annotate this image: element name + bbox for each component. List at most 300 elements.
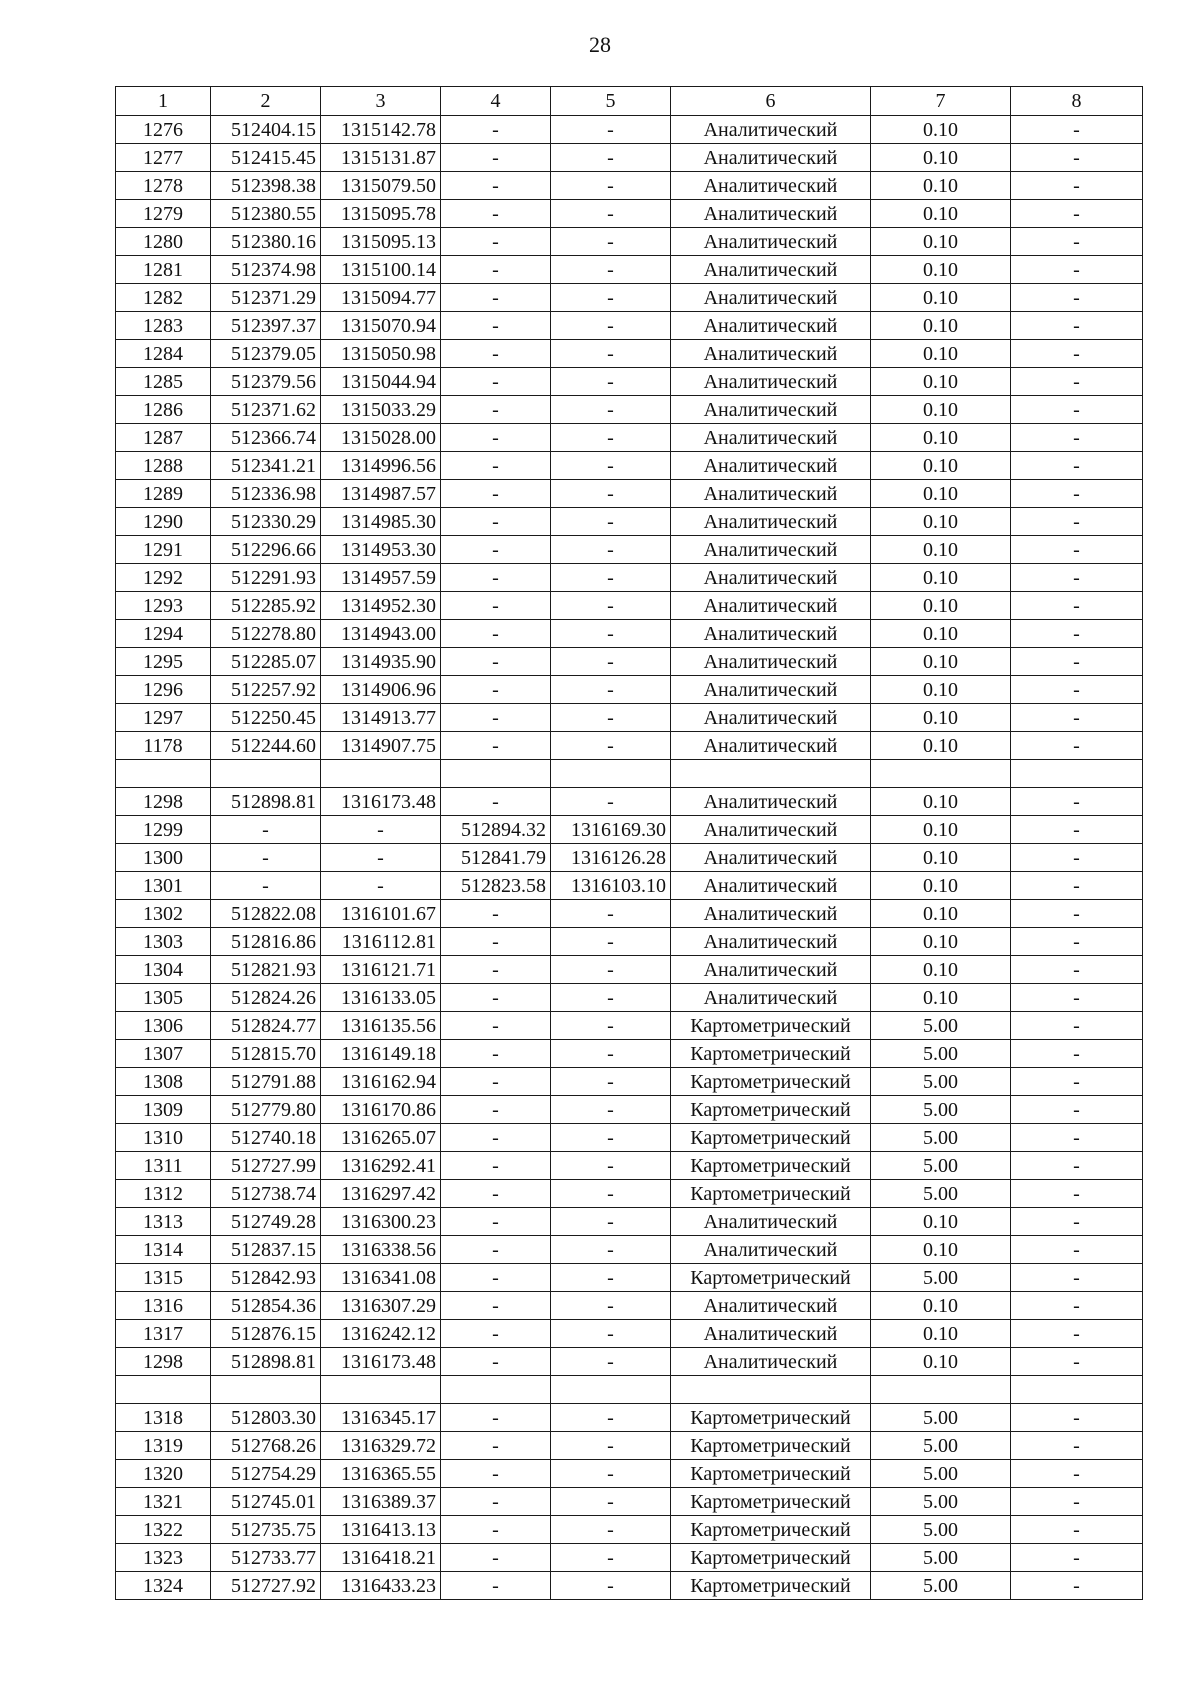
table-row	[116, 256, 1143, 284]
note-cell: -	[1011, 340, 1143, 368]
point-number-cell: 1315	[116, 1264, 211, 1292]
table-row	[116, 1180, 1143, 1208]
x-coordinate-cell: -	[211, 816, 321, 844]
note-cell: -	[1011, 592, 1143, 620]
x-coordinate-cell: 512727.92	[211, 1572, 321, 1600]
y-coordinate-cell: 1314943.00	[321, 620, 441, 648]
table-row	[116, 956, 1143, 984]
note-cell: -	[1011, 1124, 1143, 1152]
note-cell: -	[1011, 564, 1143, 592]
point-number-cell: 1294	[116, 620, 211, 648]
method-cell: Аналитический	[671, 1236, 871, 1264]
table-row	[116, 1292, 1143, 1320]
x-coordinate-cell: 512278.80	[211, 620, 321, 648]
y-coordinate-cell: 1315028.00	[321, 424, 441, 452]
note-cell: -	[1011, 1320, 1143, 1348]
x-coordinate-alt-cell: -	[441, 676, 551, 704]
x-coordinate-alt-cell: -	[441, 1040, 551, 1068]
y-coordinate-alt-cell: -	[551, 1544, 671, 1572]
point-number-cell: 1283	[116, 312, 211, 340]
y-coordinate-cell: 1314952.30	[321, 592, 441, 620]
table-row	[116, 564, 1143, 592]
table-row	[116, 1040, 1143, 1068]
y-coordinate-cell: 1315070.94	[321, 312, 441, 340]
y-coordinate-alt-cell: -	[551, 704, 671, 732]
point-number-cell: 1298	[116, 788, 211, 816]
note-cell: -	[1011, 508, 1143, 536]
note-cell: -	[1011, 256, 1143, 284]
point-number-cell: 1282	[116, 284, 211, 312]
x-coordinate-cell: 512779.80	[211, 1096, 321, 1124]
y-coordinate-cell: 1316413.13	[321, 1516, 441, 1544]
point-number-cell: 1280	[116, 228, 211, 256]
method-cell: Картометрический	[671, 1040, 871, 1068]
accuracy-cell: 0.10	[871, 788, 1011, 816]
y-coordinate-cell: -	[321, 816, 441, 844]
y-coordinate-alt-cell: -	[551, 508, 671, 536]
y-coordinate-alt-cell: -	[551, 928, 671, 956]
method-cell: Аналитический	[671, 704, 871, 732]
note-cell: -	[1011, 1264, 1143, 1292]
note-cell: -	[1011, 1012, 1143, 1040]
x-coordinate-cell: 512815.70	[211, 1040, 321, 1068]
x-coordinate-alt-cell	[441, 1376, 551, 1404]
table-body	[116, 116, 1143, 1600]
accuracy-cell: 0.10	[871, 1292, 1011, 1320]
method-cell: Аналитический	[671, 312, 871, 340]
note-cell: -	[1011, 1432, 1143, 1460]
accuracy-cell: 0.10	[871, 144, 1011, 172]
point-number-cell: 1320	[116, 1460, 211, 1488]
note-cell: -	[1011, 312, 1143, 340]
note-cell: -	[1011, 1208, 1143, 1236]
point-number-cell: 1305	[116, 984, 211, 1012]
y-coordinate-alt-cell: -	[551, 1040, 671, 1068]
accuracy-cell: 5.00	[871, 1516, 1011, 1544]
point-number-cell: 1289	[116, 480, 211, 508]
note-cell: -	[1011, 368, 1143, 396]
note-cell: -	[1011, 1180, 1143, 1208]
point-number-cell: 1301	[116, 872, 211, 900]
accuracy-cell: 0.10	[871, 480, 1011, 508]
table-row	[116, 228, 1143, 256]
x-coordinate-cell: 512380.16	[211, 228, 321, 256]
x-coordinate-alt-cell: -	[441, 1012, 551, 1040]
accuracy-cell: 0.10	[871, 1236, 1011, 1264]
y-coordinate-cell: 1316433.23	[321, 1572, 441, 1600]
table-row	[116, 760, 1143, 788]
x-coordinate-alt-cell: -	[441, 1180, 551, 1208]
note-cell: -	[1011, 1544, 1143, 1572]
note-cell: -	[1011, 116, 1143, 144]
note-cell: -	[1011, 396, 1143, 424]
y-coordinate-cell: 1315033.29	[321, 396, 441, 424]
note-cell: -	[1011, 732, 1143, 760]
method-cell: Картометрический	[671, 1012, 871, 1040]
accuracy-cell: 0.10	[871, 956, 1011, 984]
method-cell: Картометрический	[671, 1488, 871, 1516]
point-number-cell: 1292	[116, 564, 211, 592]
accuracy-cell: 0.10	[871, 928, 1011, 956]
method-cell: Аналитический	[671, 1292, 871, 1320]
y-coordinate-alt-cell: 1316126.28	[551, 844, 671, 872]
table-row	[116, 620, 1143, 648]
accuracy-cell: 5.00	[871, 1180, 1011, 1208]
x-coordinate-cell: 512898.81	[211, 788, 321, 816]
y-coordinate-cell: 1316365.55	[321, 1460, 441, 1488]
accuracy-cell: 5.00	[871, 1124, 1011, 1152]
x-coordinate-alt-cell: -	[441, 1264, 551, 1292]
y-coordinate-cell: 1316133.05	[321, 984, 441, 1012]
x-coordinate-alt-cell: -	[441, 452, 551, 480]
accuracy-cell: 5.00	[871, 1152, 1011, 1180]
point-number-cell: 1288	[116, 452, 211, 480]
y-coordinate-cell: 1316341.08	[321, 1264, 441, 1292]
note-cell: -	[1011, 984, 1143, 1012]
x-coordinate-alt-cell: -	[441, 1236, 551, 1264]
table-row	[116, 312, 1143, 340]
y-coordinate-alt-cell: -	[551, 1152, 671, 1180]
note-cell: -	[1011, 1488, 1143, 1516]
point-number-cell: 1302	[116, 900, 211, 928]
point-number-cell: 1299	[116, 816, 211, 844]
y-coordinate-alt-cell: -	[551, 1488, 671, 1516]
x-coordinate-alt-cell: -	[441, 592, 551, 620]
y-coordinate-cell: 1316135.56	[321, 1012, 441, 1040]
y-coordinate-cell: 1315050.98	[321, 340, 441, 368]
method-cell: Картометрический	[671, 1516, 871, 1544]
y-coordinate-alt-cell: -	[551, 256, 671, 284]
x-coordinate-cell: 512244.60	[211, 732, 321, 760]
note-cell: -	[1011, 620, 1143, 648]
y-coordinate-cell: 1315142.78	[321, 116, 441, 144]
x-coordinate-alt-cell: -	[441, 1124, 551, 1152]
table-row	[116, 676, 1143, 704]
method-cell: Картометрический	[671, 1404, 871, 1432]
x-coordinate-alt-cell: -	[441, 648, 551, 676]
column-header: 5	[551, 87, 671, 116]
x-coordinate-cell: 512754.29	[211, 1460, 321, 1488]
y-coordinate-alt-cell: 1316103.10	[551, 872, 671, 900]
point-number-cell: 1317	[116, 1320, 211, 1348]
y-coordinate-cell: 1316307.29	[321, 1292, 441, 1320]
table-row	[116, 340, 1143, 368]
point-number-cell: 1307	[116, 1040, 211, 1068]
x-coordinate-cell: 512250.45	[211, 704, 321, 732]
y-coordinate-alt-cell: -	[551, 788, 671, 816]
x-coordinate-cell: -	[211, 844, 321, 872]
y-coordinate-alt-cell: -	[551, 1572, 671, 1600]
method-cell: Аналитический	[671, 480, 871, 508]
method-cell: Аналитический	[671, 648, 871, 676]
note-cell	[1011, 1376, 1143, 1404]
table-row	[116, 1012, 1143, 1040]
x-coordinate-alt-cell: -	[441, 1544, 551, 1572]
y-coordinate-alt-cell: -	[551, 1432, 671, 1460]
method-cell	[671, 760, 871, 788]
table-row	[116, 452, 1143, 480]
x-coordinate-alt-cell: -	[441, 1572, 551, 1600]
point-number-cell: 1313	[116, 1208, 211, 1236]
x-coordinate-alt-cell: -	[441, 620, 551, 648]
y-coordinate-alt-cell: -	[551, 1320, 671, 1348]
note-cell: -	[1011, 1460, 1143, 1488]
y-coordinate-cell: 1316242.12	[321, 1320, 441, 1348]
accuracy-cell: 0.10	[871, 200, 1011, 228]
accuracy-cell: 0.10	[871, 228, 1011, 256]
point-number-cell: 1281	[116, 256, 211, 284]
method-cell: Аналитический	[671, 172, 871, 200]
x-coordinate-alt-cell: -	[441, 1348, 551, 1376]
y-coordinate-cell: 1316162.94	[321, 1068, 441, 1096]
x-coordinate-cell	[211, 760, 321, 788]
accuracy-cell: 0.10	[871, 620, 1011, 648]
method-cell: Аналитический	[671, 984, 871, 1012]
x-coordinate-alt-cell: -	[441, 1292, 551, 1320]
method-cell: Аналитический	[671, 956, 871, 984]
x-coordinate-alt-cell: -	[441, 732, 551, 760]
table-row	[116, 1348, 1143, 1376]
accuracy-cell: 0.10	[871, 284, 1011, 312]
point-number-cell: 1278	[116, 172, 211, 200]
y-coordinate-cell: 1315095.13	[321, 228, 441, 256]
table-row	[116, 1264, 1143, 1292]
table-row	[116, 1376, 1143, 1404]
note-cell: -	[1011, 228, 1143, 256]
y-coordinate-cell: 1316121.71	[321, 956, 441, 984]
note-cell: -	[1011, 480, 1143, 508]
point-number-cell: 1308	[116, 1068, 211, 1096]
y-coordinate-alt-cell: -	[551, 340, 671, 368]
accuracy-cell: 5.00	[871, 1572, 1011, 1600]
table-row	[116, 1404, 1143, 1432]
x-coordinate-alt-cell: -	[441, 368, 551, 396]
x-coordinate-alt-cell: -	[441, 1488, 551, 1516]
table-row	[116, 1432, 1143, 1460]
x-coordinate-cell: 512898.81	[211, 1348, 321, 1376]
x-coordinate-cell: 512415.45	[211, 144, 321, 172]
x-coordinate-cell: 512379.05	[211, 340, 321, 368]
note-cell: -	[1011, 872, 1143, 900]
y-coordinate-cell: -	[321, 844, 441, 872]
accuracy-cell: 0.10	[871, 648, 1011, 676]
y-coordinate-cell: 1314985.30	[321, 508, 441, 536]
note-cell: -	[1011, 1236, 1143, 1264]
table-row	[116, 704, 1143, 732]
y-coordinate-alt-cell: -	[551, 1348, 671, 1376]
x-coordinate-alt-cell: -	[441, 1208, 551, 1236]
note-cell: -	[1011, 200, 1143, 228]
x-coordinate-cell: 512824.77	[211, 1012, 321, 1040]
x-coordinate-cell: 512876.15	[211, 1320, 321, 1348]
point-number-cell: 1178	[116, 732, 211, 760]
y-coordinate-cell: 1315100.14	[321, 256, 441, 284]
x-coordinate-alt-cell: -	[441, 788, 551, 816]
accuracy-cell	[871, 760, 1011, 788]
note-cell: -	[1011, 788, 1143, 816]
point-number-cell: 1277	[116, 144, 211, 172]
y-coordinate-cell: 1314906.96	[321, 676, 441, 704]
y-coordinate-alt-cell: -	[551, 1096, 671, 1124]
table-header-row	[116, 87, 1143, 116]
x-coordinate-cell: 512257.92	[211, 676, 321, 704]
point-number-cell: 1321	[116, 1488, 211, 1516]
y-coordinate-alt-cell: -	[551, 424, 671, 452]
x-coordinate-cell: 512397.37	[211, 312, 321, 340]
accuracy-cell: 0.10	[871, 172, 1011, 200]
point-number-cell: 1318	[116, 1404, 211, 1432]
y-coordinate-cell: 1315079.50	[321, 172, 441, 200]
x-coordinate-alt-cell: -	[441, 900, 551, 928]
table-row	[116, 1488, 1143, 1516]
method-cell: Аналитический	[671, 1320, 871, 1348]
x-coordinate-cell: 512371.62	[211, 396, 321, 424]
table-row	[116, 788, 1143, 816]
column-header: 2	[211, 87, 321, 116]
x-coordinate-cell: 512374.98	[211, 256, 321, 284]
note-cell: -	[1011, 1292, 1143, 1320]
x-coordinate-cell: 512733.77	[211, 1544, 321, 1572]
method-cell: Аналитический	[671, 200, 871, 228]
point-number-cell: 1309	[116, 1096, 211, 1124]
x-coordinate-cell: 512768.26	[211, 1432, 321, 1460]
accuracy-cell: 0.10	[871, 1320, 1011, 1348]
x-coordinate-alt-cell: -	[441, 1152, 551, 1180]
x-coordinate-cell: 512285.92	[211, 592, 321, 620]
y-coordinate-cell: 1315131.87	[321, 144, 441, 172]
y-coordinate-alt-cell: -	[551, 284, 671, 312]
column-header: 1	[116, 87, 211, 116]
x-coordinate-cell: 512735.75	[211, 1516, 321, 1544]
note-cell: -	[1011, 1040, 1143, 1068]
y-coordinate-cell: 1315094.77	[321, 284, 441, 312]
x-coordinate-alt-cell	[441, 760, 551, 788]
y-coordinate-cell: 1314913.77	[321, 704, 441, 732]
table-row	[116, 872, 1143, 900]
point-number-cell: 1290	[116, 508, 211, 536]
note-cell: -	[1011, 1348, 1143, 1376]
method-cell: Картометрический	[671, 1096, 871, 1124]
method-cell: Аналитический	[671, 564, 871, 592]
accuracy-cell: 0.10	[871, 732, 1011, 760]
y-coordinate-cell: 1316418.21	[321, 1544, 441, 1572]
method-cell: Аналитический	[671, 1348, 871, 1376]
accuracy-cell: 0.10	[871, 816, 1011, 844]
point-number-cell: 1293	[116, 592, 211, 620]
x-coordinate-alt-cell: -	[441, 1096, 551, 1124]
method-cell: Картометрический	[671, 1432, 871, 1460]
y-coordinate-alt-cell: 1316169.30	[551, 816, 671, 844]
x-coordinate-cell	[211, 1376, 321, 1404]
note-cell: -	[1011, 704, 1143, 732]
point-number-cell: 1295	[116, 648, 211, 676]
table-row	[116, 1208, 1143, 1236]
method-cell: Аналитический	[671, 620, 871, 648]
method-cell: Картометрический	[671, 1264, 871, 1292]
y-coordinate-cell: 1316345.17	[321, 1404, 441, 1432]
y-coordinate-cell: 1314957.59	[321, 564, 441, 592]
accuracy-cell: 5.00	[871, 1264, 1011, 1292]
x-coordinate-cell: 512727.99	[211, 1152, 321, 1180]
column-header: 4	[441, 87, 551, 116]
accuracy-cell: 0.10	[871, 424, 1011, 452]
y-coordinate-alt-cell: -	[551, 1236, 671, 1264]
x-coordinate-alt-cell: -	[441, 1320, 551, 1348]
note-cell: -	[1011, 452, 1143, 480]
y-coordinate-cell: 1316112.81	[321, 928, 441, 956]
note-cell: -	[1011, 844, 1143, 872]
y-coordinate-alt-cell: -	[551, 956, 671, 984]
x-coordinate-cell: 512285.07	[211, 648, 321, 676]
x-coordinate-alt-cell: -	[441, 480, 551, 508]
method-cell: Аналитический	[671, 144, 871, 172]
y-coordinate-cell: 1316173.48	[321, 788, 441, 816]
note-cell: -	[1011, 1404, 1143, 1432]
table-row	[116, 1124, 1143, 1152]
x-coordinate-cell: 512291.93	[211, 564, 321, 592]
y-coordinate-alt-cell: -	[551, 620, 671, 648]
x-coordinate-alt-cell: 512841.79	[441, 844, 551, 872]
column-header: 7	[871, 87, 1011, 116]
point-number-cell: 1285	[116, 368, 211, 396]
x-coordinate-alt-cell: -	[441, 704, 551, 732]
x-coordinate-alt-cell: -	[441, 144, 551, 172]
x-coordinate-alt-cell: -	[441, 928, 551, 956]
accuracy-cell: 0.10	[871, 340, 1011, 368]
method-cell: Аналитический	[671, 536, 871, 564]
x-coordinate-alt-cell: -	[441, 1460, 551, 1488]
table-row	[116, 396, 1143, 424]
note-cell: -	[1011, 900, 1143, 928]
method-cell: Аналитический	[671, 340, 871, 368]
y-coordinate-alt-cell: -	[551, 1460, 671, 1488]
point-number-cell: 1319	[116, 1432, 211, 1460]
accuracy-cell: 0.10	[871, 872, 1011, 900]
y-coordinate-alt-cell: -	[551, 200, 671, 228]
y-coordinate-alt-cell: -	[551, 676, 671, 704]
accuracy-cell: 0.10	[871, 536, 1011, 564]
y-coordinate-alt-cell: -	[551, 1292, 671, 1320]
note-cell: -	[1011, 1068, 1143, 1096]
note-cell: -	[1011, 536, 1143, 564]
method-cell: Картометрический	[671, 1180, 871, 1208]
note-cell: -	[1011, 1096, 1143, 1124]
table-row	[116, 732, 1143, 760]
point-number-cell: 1297	[116, 704, 211, 732]
table-row	[116, 816, 1143, 844]
point-number-cell: 1314	[116, 1236, 211, 1264]
x-coordinate-cell: 512803.30	[211, 1404, 321, 1432]
point-number-cell: 1279	[116, 200, 211, 228]
point-number-cell: 1276	[116, 116, 211, 144]
table-row	[116, 200, 1143, 228]
accuracy-cell: 5.00	[871, 1404, 1011, 1432]
accuracy-cell: 5.00	[871, 1460, 1011, 1488]
y-coordinate-alt-cell: -	[551, 116, 671, 144]
point-number-cell: 1284	[116, 340, 211, 368]
point-number-cell: 1304	[116, 956, 211, 984]
x-coordinate-cell: 512336.98	[211, 480, 321, 508]
y-coordinate-alt-cell: -	[551, 1264, 671, 1292]
x-coordinate-cell: 512379.56	[211, 368, 321, 396]
y-coordinate-cell: 1314907.75	[321, 732, 441, 760]
note-cell: -	[1011, 648, 1143, 676]
x-coordinate-alt-cell: -	[441, 340, 551, 368]
accuracy-cell: 0.10	[871, 564, 1011, 592]
point-number-cell: 1306	[116, 1012, 211, 1040]
method-cell: Аналитический	[671, 452, 871, 480]
table-row	[116, 1544, 1143, 1572]
